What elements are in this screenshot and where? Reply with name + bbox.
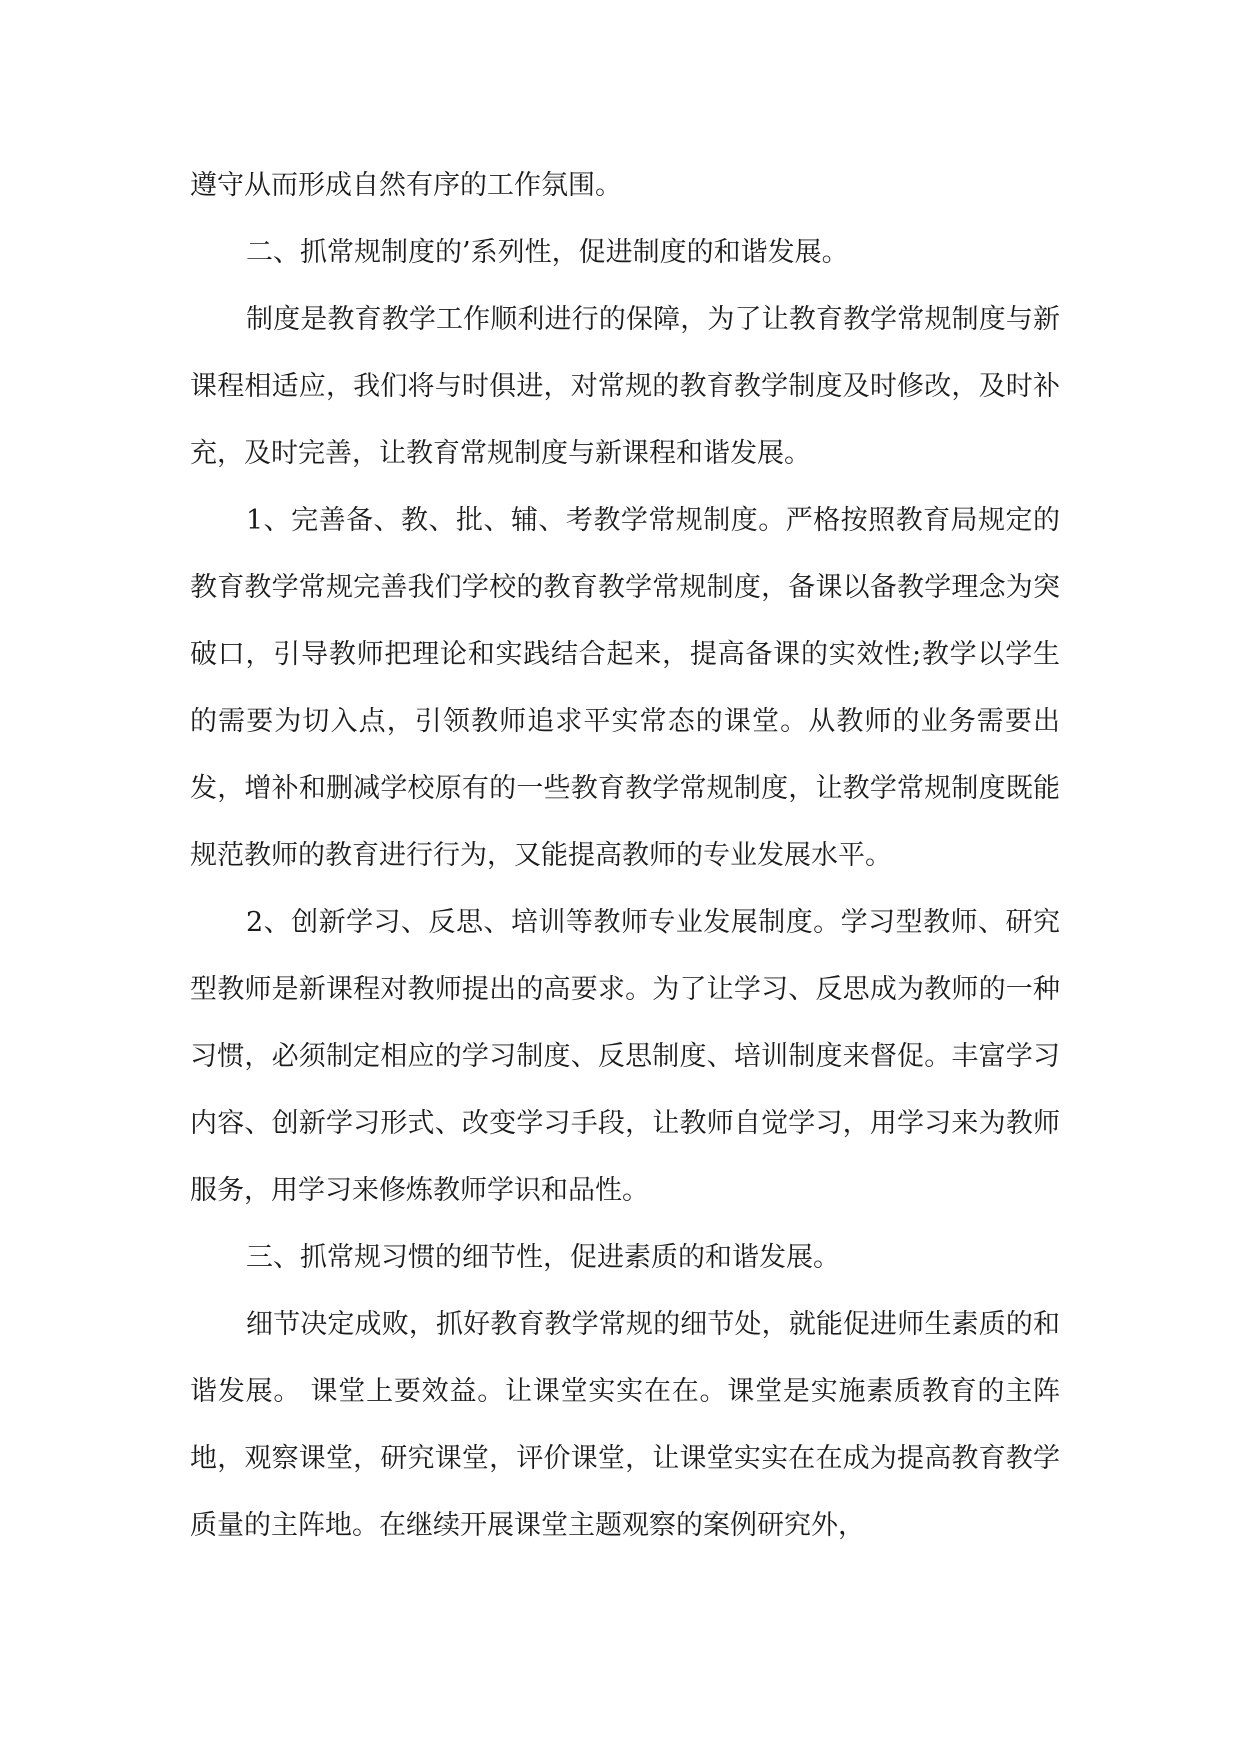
paragraph-system-guarantee: 制度是教育教学工作顺利进行的保障，为了让教育教学常规制度与新课程相适应，我们将与时俱进，对常规的教育教学制度及时修改，及时补充，及时完善，让教育常规制度与新课程和谐发展。 xyxy=(190,304,1060,469)
paragraph-details: 细节决定成败，抓好教育教学常规的细节处，就能促进师生素质的和谐发展。 课堂上要效益。让课堂实实在在。课堂是实施素质教育的主阵地，观察课堂，研究课堂，评价课堂，让课堂实实在在成为提高教育教学质量的主阵地。在继续开展课堂主题观察的案例研究外， xyxy=(190,1309,1060,1541)
paragraph-continuation: 遵守从而形成自然有序的工作氛围。 xyxy=(190,170,622,201)
paragraph-item-one: 1、完善备、教、批、辅、考教学常规制度。严格按照教育局规定的教育教学常规完善我们学校的教育教学常规制度，备课以备教学理念为突破口，引导教师把理论和实践结合起来，提高备课的实效性;教学以学生的需要为切入点，引领教师追求平实常态的课堂。从教师的业务需要出发，增补和删减学校原有的一些教育教学常规制度，让教学常规制度既能规范教师的教育进行行为，又能提高教师的专业发展水平。 xyxy=(190,505,1060,871)
paragraph-item-two: 2、创新学习、反思、培训等教师专业发展制度。学习型教师、研究型教师是新课程对教师提出的高要求。为了让学习、反思成为教师的一种习惯，必须制定相应的学习制度、反思制度、培训制度来督促。丰富学习内容、创新学习形式、改变学习手段，让教师自觉学习，用学习来为教师服务，用学习来修炼教师学识和品性。 xyxy=(190,907,1060,1206)
document-body xyxy=(190,152,1060,1559)
section-heading-two: 二、抓常规制度的’系列性，促进制度的和谐发展。 xyxy=(246,237,849,268)
section-heading-three: 三、抓常规习惯的细节性，促进素质的和谐发展。 xyxy=(246,1242,840,1273)
